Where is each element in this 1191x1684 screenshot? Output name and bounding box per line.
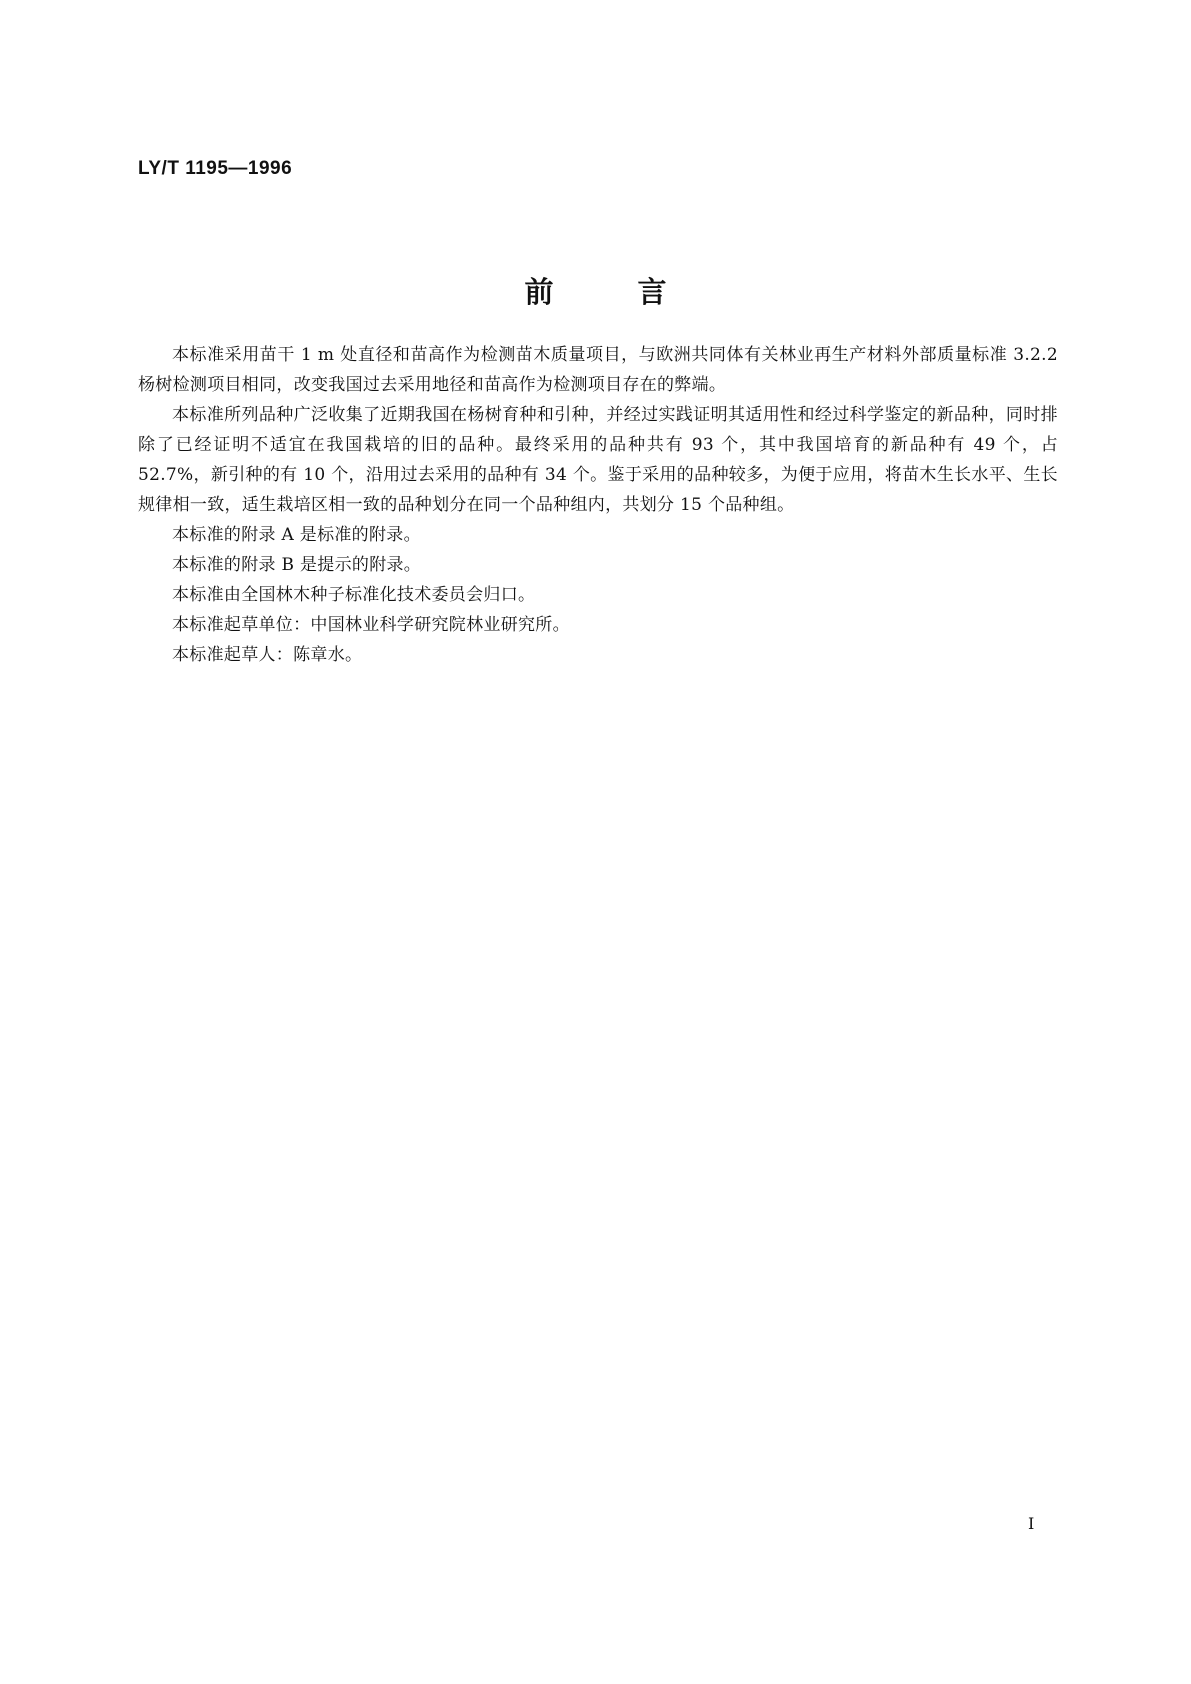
paragraph: 本标准由全国林木种子标准化技术委员会归口。 — [172, 585, 536, 605]
foreword-body — [138, 340, 1058, 670]
paragraph: 本标准采用苗干 1 m 处直径和苗高作为检测苗木质量项目，与欧洲共同体有关林业再生产材料外部质量标准 3.2.2 杨树检测项目相同，改变我国过去采用地径和苗高作为检测项目存在的弊端。 — [138, 345, 1058, 395]
paragraph: 本标准的附录 B 是提示的附录。 — [172, 555, 422, 575]
paragraph: 本标准起草人：陈章水。 — [172, 645, 363, 665]
standard-code: LY/T 1195—1996 — [138, 158, 293, 179]
page-number: I — [1028, 1514, 1035, 1533]
paragraph: 本标准的附录 A 是标准的附录。 — [172, 525, 421, 545]
page-title: 前言 — [524, 275, 751, 309]
paragraph: 本标准起草单位：中国林业科学研究院林业研究所。 — [172, 615, 570, 635]
paragraph: 本标准所列品种广泛收集了近期我国在杨树育种和引种，并经过实践证明其适用性和经过科学鉴定的新品种，同时排除了已经证明不适宜在我国栽培的旧的品种。最终采用的品种共有 93 个，其中我国培育的新品种有 49 个，占 52.7%，新引种的有 10 个，沿用过去采用的品种有 34 个。鉴于采用的品种较多，为便于应用，将苗木生长水平、生长规律相一致，适生栽培区相一致的品种划分在同一个品种组内，共划分 15 个品种组。 — [138, 405, 1058, 515]
